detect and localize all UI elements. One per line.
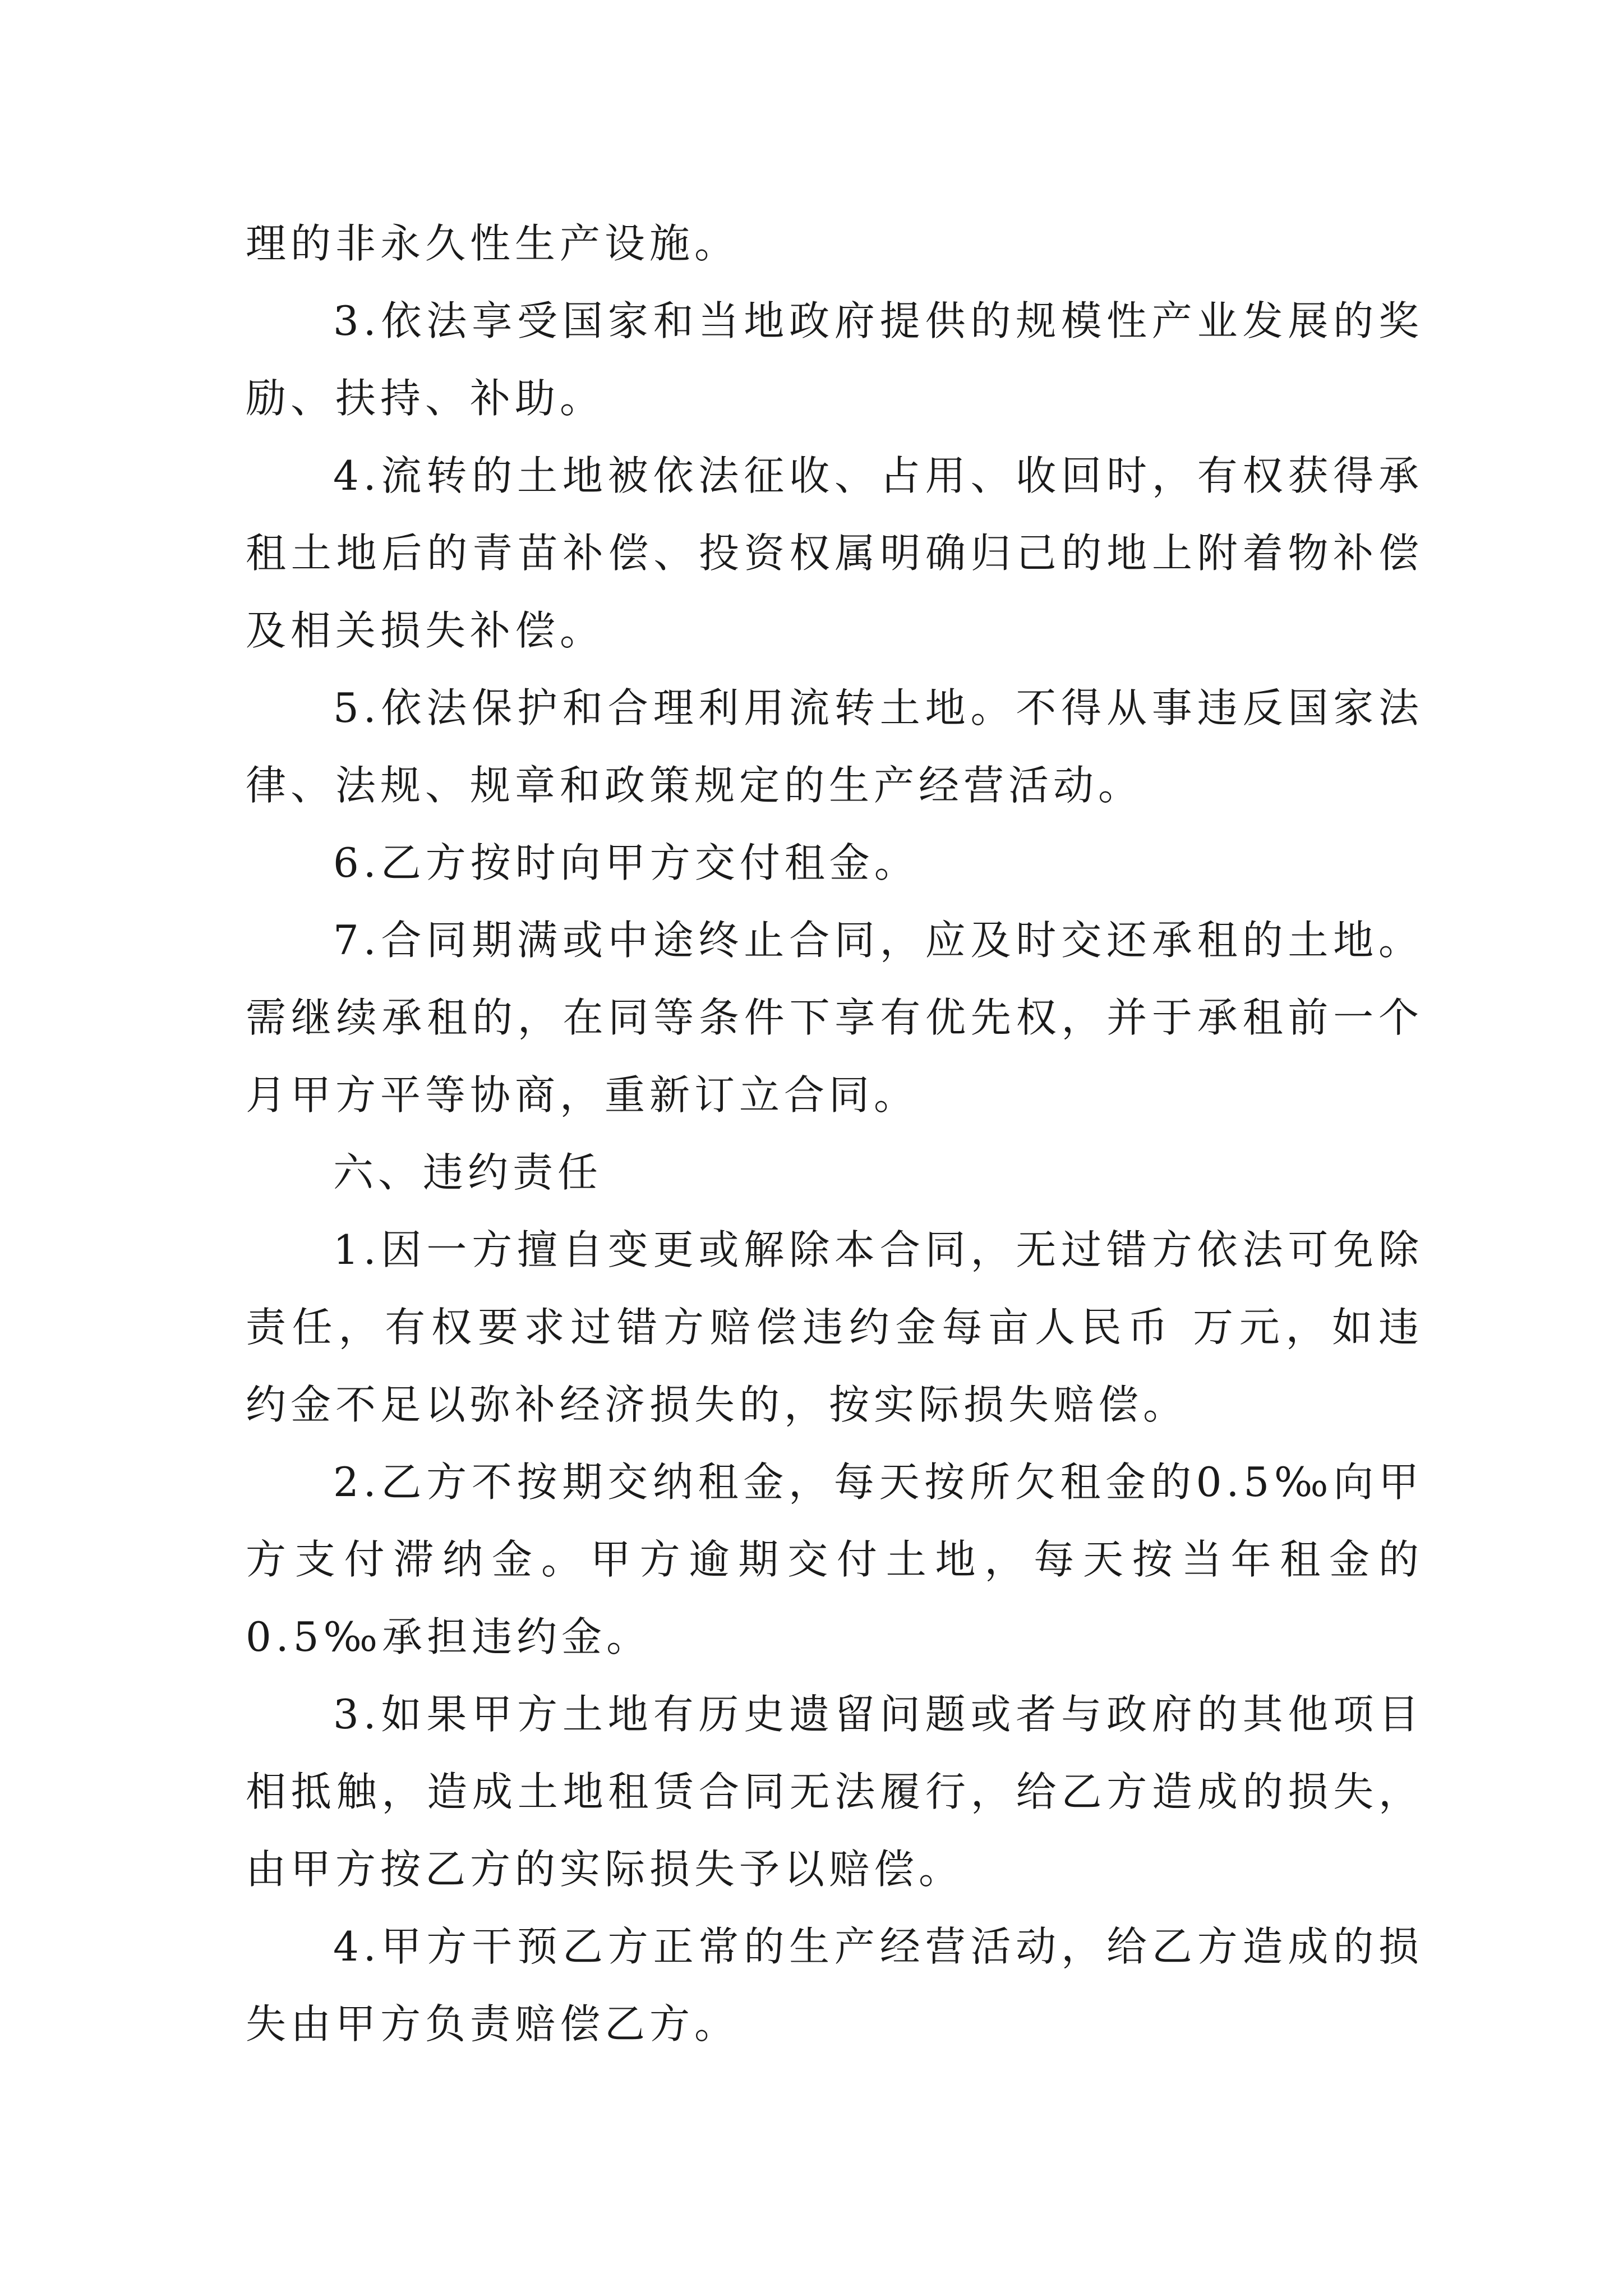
paragraph-item-7: 7.合同期满或中途终止合同，应及时交还承租的土地。需继续承租的，在同等条件下享有优先权，并于承租前一个月甲方平等协商，重新订立合同。 bbox=[246, 917, 1423, 1119]
section-heading-breach: 六、违约责任 bbox=[333, 1149, 603, 1196]
paragraph-breach-3: 3.如果甲方土地有历史遗留问题或者与政府的其他项目相抵触，造成土地租赁合同无法履行，给乙方造成的损失，由甲方按乙方的实际损失予以赔偿。 bbox=[246, 1691, 1423, 1893]
paragraph-continuation: 理的非永久性生产设施。 bbox=[246, 220, 740, 267]
paragraph-item-3: 3.依法享受国家和当地政府提供的规模性产业发展的奖励、扶持、补助。 bbox=[246, 297, 1423, 422]
paragraph-breach-4: 4.甲方干预乙方正常的生产经营活动，给乙方造成的损失由甲方负责赔偿乙方。 bbox=[246, 1923, 1423, 2047]
document-body bbox=[246, 205, 1423, 2063]
paragraph-breach-1: 1.因一方擅自变更或解除本合同，无过错方依法可免除责任，有权要求过错方赔偿违约金每亩人民币 万元，如违约金不足以弥补经济损失的，按实际损失赔偿。 bbox=[246, 1226, 1423, 1428]
paragraph-item-6: 6.乙方按时向甲方交付租金。 bbox=[333, 839, 919, 886]
paragraph-item-5: 5.依法保护和合理利用流转土地。不得从事违反国家法律、法规、规章和政策规定的生产经营活动。 bbox=[246, 684, 1423, 809]
paragraph-item-4: 4.流转的土地被依法征收、占用、收回时，有权获得承租土地后的青苗补偿、投资权属明确归己的地上附着物补偿及相关损失补偿。 bbox=[246, 452, 1423, 654]
paragraph-breach-2: 2.乙方不按期交纳租金，每天按所欠租金的0.5‰向甲方支付滞纳金。甲方逾期交付土地，每天按当年租金的0.5‰承担违约金。 bbox=[246, 1458, 1423, 1660]
